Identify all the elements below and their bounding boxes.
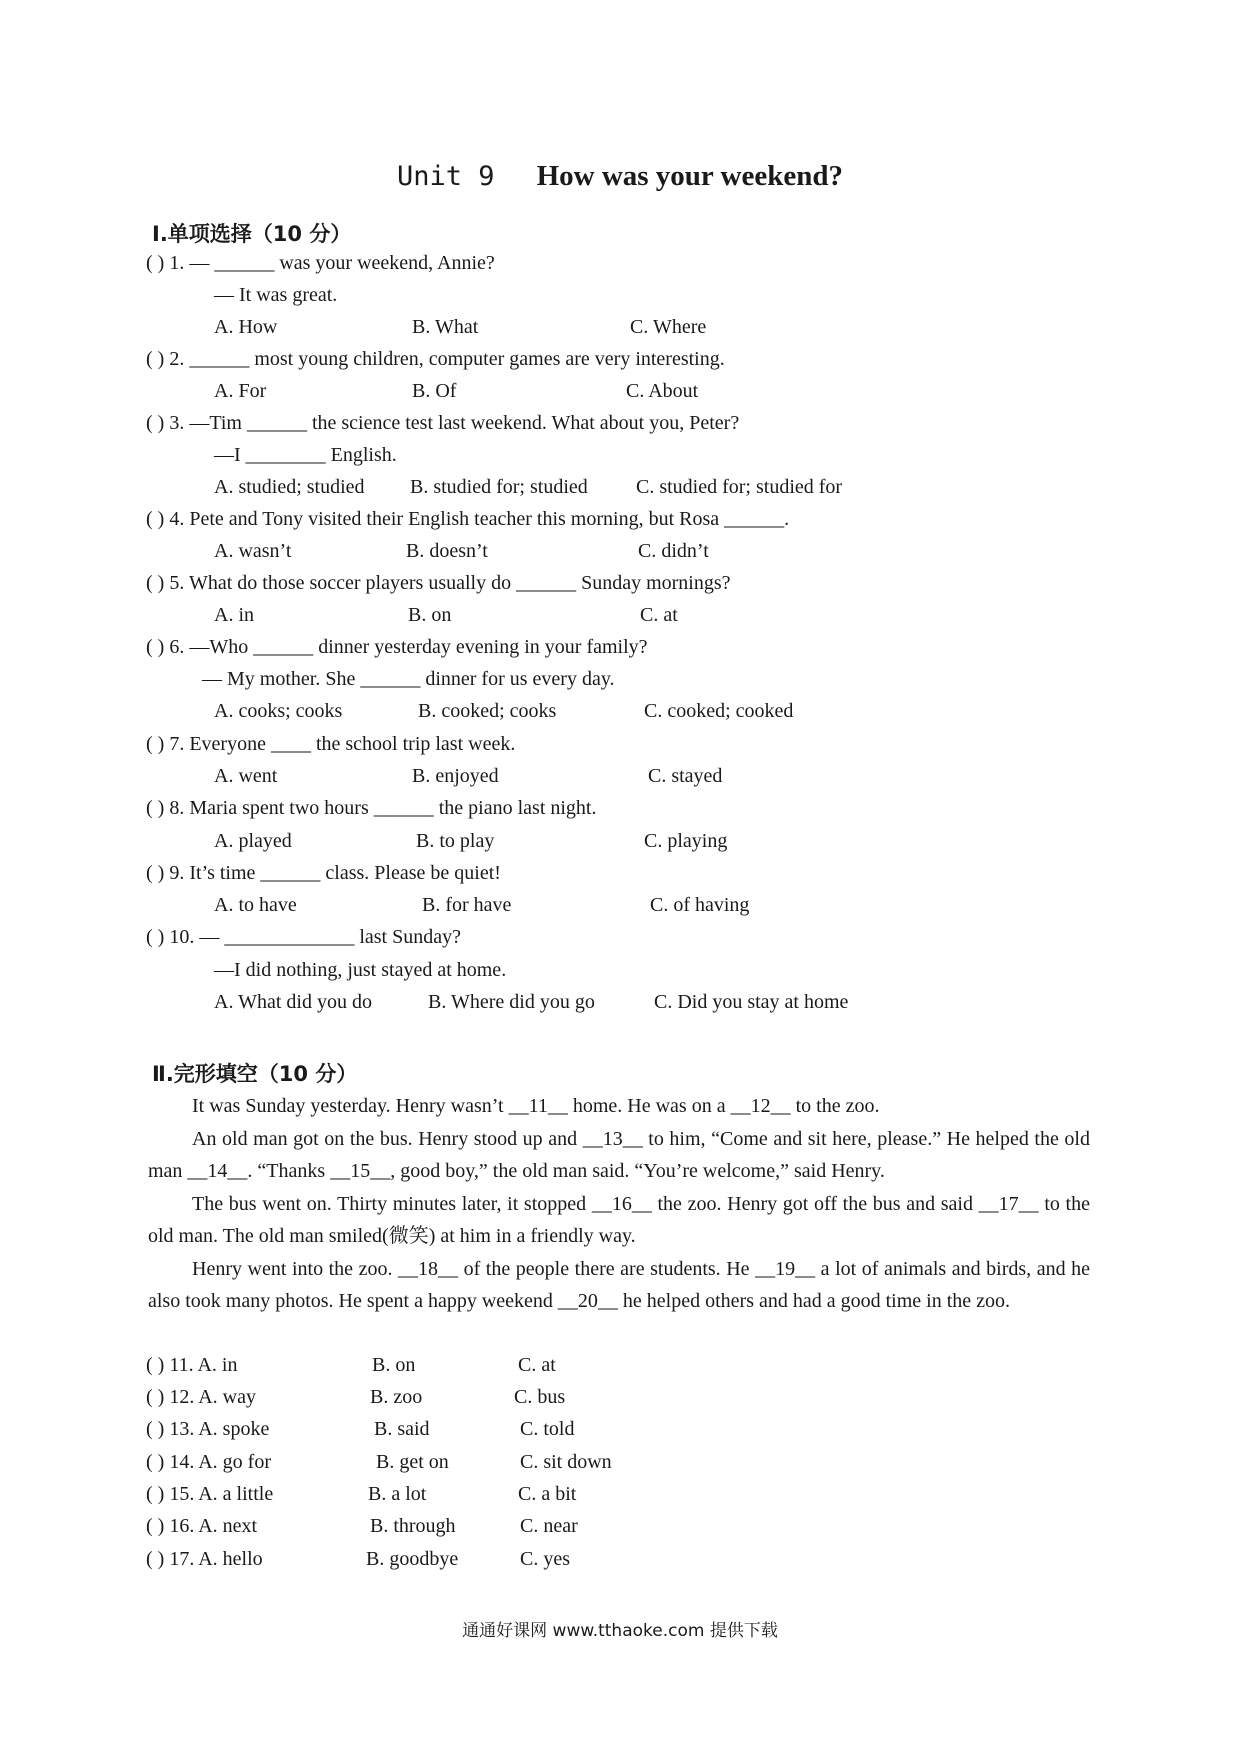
cloze-11-option-c: C. at — [518, 1354, 556, 1376]
question-4-option-a: A. wasn’t — [214, 540, 292, 562]
cloze-16-option-a: ( ) 16. A. next — [146, 1515, 258, 1537]
question-6-option-b: B. cooked; cooks — [418, 700, 557, 722]
question-2-option-b: B. Of — [412, 380, 457, 402]
question-3-stem2: —I ________ English. — [214, 444, 397, 466]
cloze-17-option-a: ( ) 17. A. hello — [146, 1548, 263, 1570]
question-6-option-c: C. cooked; cooked — [644, 700, 794, 722]
passage-paragraph: An old man got on the bus. Henry stood up and __13__ to him, “Come and sit here, please.” He helped the old man __14__. “Thanks __15__, good boy,” the old man said. “You’re welcome,” said Henry. — [148, 1127, 1090, 1182]
question-8-option-a: A. played — [214, 830, 292, 852]
question-1-stem: ( ) 1. — ______ was your weekend, Annie? — [146, 252, 495, 274]
cloze-12-option-c: C. bus — [514, 1386, 566, 1408]
cloze-15-option-b: B. a lot — [368, 1483, 427, 1505]
question-6-stem: ( ) 6. —Who ______ dinner yesterday evening in your family? — [146, 636, 648, 658]
passage-paragraph: Henry went into the zoo. __18__ of the people there are students. He __19__ a lot of animals and birds, and he also took many photos. He spent a happy weekend __20__ he helped others and had a good time in the zoo. — [148, 1257, 1090, 1312]
question-4-option-b: B. doesn’t — [406, 540, 488, 562]
cloze-14-option-c: C. sit down — [520, 1451, 612, 1473]
question-6-option-a: A. cooks; cooks — [214, 700, 343, 722]
question-9-option-a: A. to have — [214, 894, 297, 916]
cloze-13-option-a: ( ) 13. A. spoke — [146, 1418, 270, 1440]
cloze-passage — [148, 1090, 1090, 1318]
cloze-15-option-c: C. a bit — [518, 1483, 577, 1505]
question-8-option-b: B. to play — [416, 830, 495, 852]
question-4-option-c: C. didn’t — [638, 540, 709, 562]
question-3-stem: ( ) 3. —Tim ______ the science test last weekend. What about you, Peter? — [146, 412, 740, 434]
cloze-11-option-a: ( ) 11. A. in — [146, 1354, 238, 1376]
question-1-option-b: B. What — [412, 316, 479, 338]
question-9-option-c: C. of having — [650, 894, 750, 916]
question-8-stem: ( ) 8. Maria spent two hours ______ the piano last night. — [146, 797, 597, 819]
question-1-option-c: C. Where — [630, 316, 707, 338]
question-7-stem: ( ) 7. Everyone ____ the school trip last week. — [146, 733, 516, 755]
cloze-16-option-c: C. near — [520, 1515, 578, 1537]
question-5-option-a: A. in — [214, 604, 254, 626]
cloze-15-option-a: ( ) 15. A. a little — [146, 1483, 274, 1505]
question-1-stem2: — It was great. — [214, 284, 338, 306]
question-7-option-b: B. enjoyed — [412, 765, 499, 787]
question-10-stem2: —I did nothing, just stayed at home. — [214, 959, 507, 981]
question-4-stem: ( ) 4. Pete and Tony visited their English teacher this morning, but Rosa ______. — [146, 508, 790, 530]
question-5-option-b: B. on — [408, 604, 452, 626]
page-title — [0, 160, 1240, 193]
question-10-option-b: B. Where did you go — [428, 991, 595, 1013]
cloze-14-option-b: B. get on — [376, 1451, 449, 1473]
question-10-option-a: A. What did you do — [214, 991, 372, 1013]
question-10-stem: ( ) 10. — _____________ last Sunday? — [146, 926, 461, 948]
question-10-option-c: C. Did you stay at home — [654, 991, 849, 1013]
question-6-stem2: — My mother. She ______ dinner for us every day. — [202, 668, 615, 690]
question-3-option-b: B. studied for; studied — [410, 476, 588, 498]
question-3-option-c: C. studied for; studied for — [636, 476, 843, 498]
cloze-12-option-a: ( ) 12. A. way — [146, 1386, 256, 1408]
question-9-stem: ( ) 9. It’s time ______ class. Please be quiet! — [146, 862, 501, 884]
cloze-17-option-b: B. goodbye — [366, 1548, 459, 1570]
title-text: How was your weekend? — [536, 160, 843, 192]
question-9-option-b: B. for have — [422, 894, 512, 916]
page-footer: 通通好课网 www.tthaoke.com 提供下载 — [462, 1621, 778, 1641]
question-8-option-c: C. playing — [644, 830, 728, 852]
section-2-heading: Ⅱ.完形填空（10 分） — [152, 1062, 358, 1086]
cloze-14-option-a: ( ) 14. A. go for — [146, 1451, 271, 1473]
cloze-17-option-c: C. yes — [520, 1548, 570, 1570]
cloze-11-option-b: B. on — [372, 1354, 416, 1376]
question-2-stem: ( ) 2. ______ most young children, computer games are very interesting. — [146, 348, 725, 370]
question-3-option-a: A. studied; studied — [214, 476, 365, 498]
cloze-12-option-b: B. zoo — [370, 1386, 423, 1408]
cloze-16-option-b: B. through — [370, 1515, 456, 1537]
question-5-option-c: C. at — [640, 604, 678, 626]
question-1-option-a: A. How — [214, 316, 278, 338]
question-2-option-c: C. About — [626, 380, 699, 402]
question-2-option-a: A. For — [214, 380, 267, 402]
cloze-13-option-b: B. said — [374, 1418, 430, 1440]
question-5-stem: ( ) 5. What do those soccer players usually do ______ Sunday mornings? — [146, 572, 731, 594]
unit-label: Unit 9 — [397, 161, 495, 192]
question-7-option-c: C. stayed — [648, 765, 723, 787]
section-1-heading: Ⅰ.单项选择（10 分） — [152, 222, 352, 246]
passage-paragraph: The bus went on. Thirty minutes later, it stopped __16__ the zoo. Henry got off the bus and said __17__ to the old man. The old man smiled(微笑) at him in a friendly way. — [148, 1192, 1090, 1247]
passage-paragraph: It was Sunday yesterday. Henry wasn’t __11__ home. He was on a __12__ to the zoo. — [192, 1095, 880, 1117]
question-7-option-a: A. went — [214, 765, 278, 787]
cloze-13-option-c: C. told — [520, 1418, 575, 1440]
